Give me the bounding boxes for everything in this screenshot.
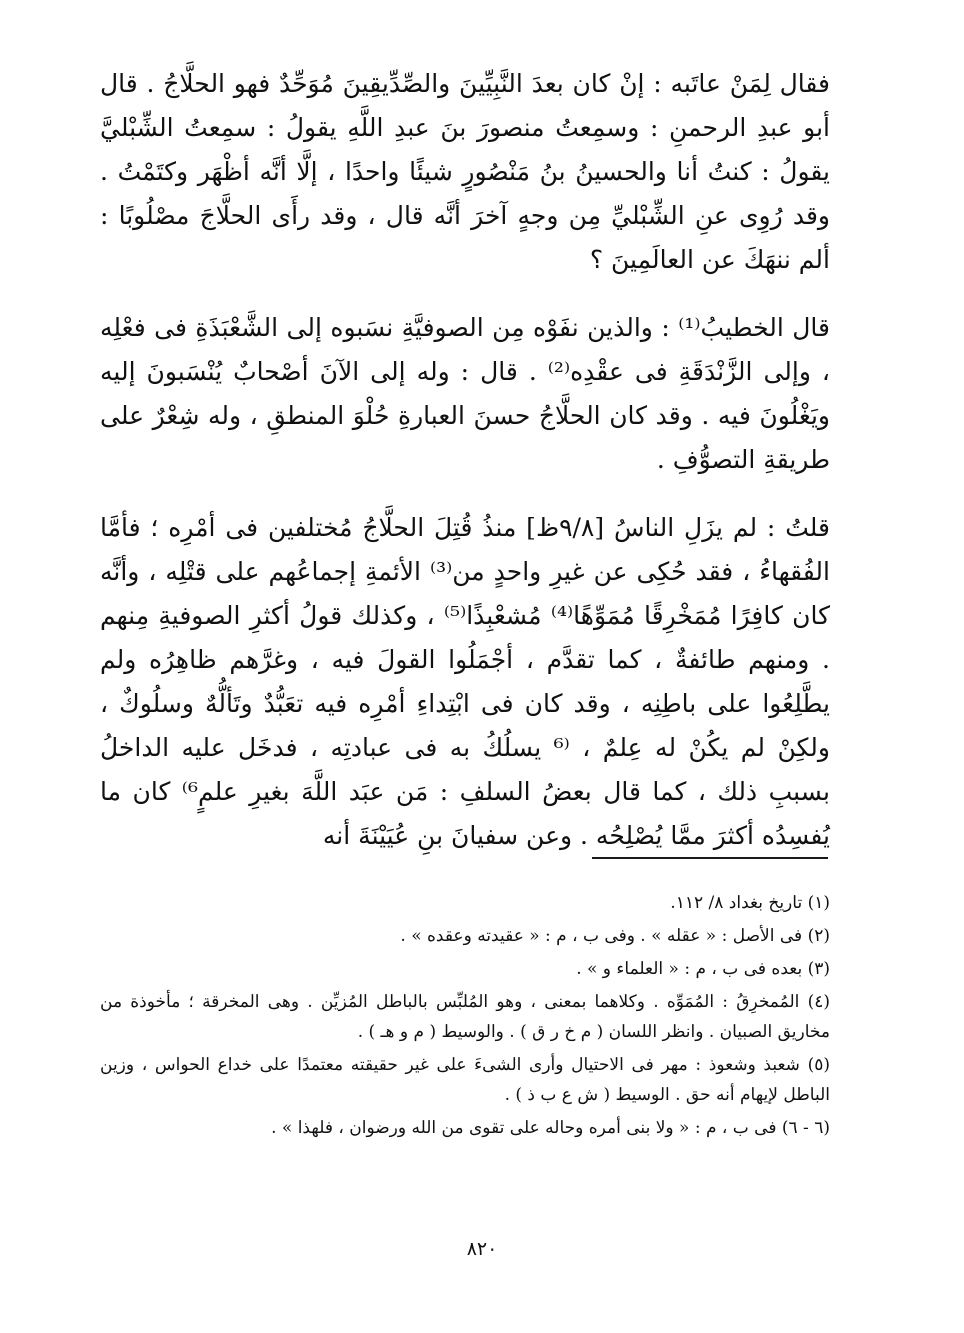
footnote-1: (١) تاريخ بغداد ٨/ ١١٢.	[670, 893, 830, 913]
footnotes-section	[100, 888, 830, 1146]
paragraph-2: قال الخطيبُ⁽¹⁾ : والذين نفَوْه مِن الصوفيَّةِ نسَبوه إلى الشَّعْبَذَةِ فى فعْلِه ، وإلى الزَّنْدَقَةِ فى عقْدِه⁽²⁾ . قال : وله إلى الآنَ أصْحابٌ يُنْسَبونَ إليه ويَغْلُونَ فيه . وقد كان الحلَّاجُ حسنَ العبارةِ حُلْوَ المنطقِ ، وله شِعْرٌ على طريقةِ التصوُّفِ .	[100, 313, 831, 474]
footnote-4: (٤) المُمخرِقُ : المُمَوِّه . وكلاهما بمعنى ، وهو المُلبِّس بالباطل المُزيِّن . وهى المخرقة ؛ مأخوذة من مخاريق الصبيان . وانظر اللسان ( م خ ر ق ) . والوسيط ( م و هـ ) .	[100, 992, 830, 1042]
footnote-3: (٣) بعده فى ب ، م : « العلماء و » .	[576, 959, 830, 979]
main-text-body	[100, 62, 830, 882]
paragraph-3: قلتُ : لم يزَلِ الناسُ [٩/٨ظ] منذُ قُتِلَ الحلَّاجُ مُختلفين فى أمْرِه ؛ فأمَّا الفُقهاءُ ، فقد حُكِى عن غيرِ واحدٍ من⁽³⁾ الأئمةِ إجماعُهم على قتْلِه ، وأنَّه كان كافِرًا مُمَخْرِقًا مُمَوِّهًا⁽⁴⁾ مُشعْبِذًا⁽⁵⁾ ، وكذلك قولُ أكثرِ الصوفيةِ مِنهم . ومنهم طائفةٌ ، كما تقدَّم ، أجْمَلُوا القولَ فيه ، وغرَّهم ظاهِرُه ولم يطَّلِعُوا على باطِنِه ، وقد كان فى ابْتِداءِ أمْرِه فيه تعَبُّدٌ وتَألُّهٌ وسلُوكٌ ، ولكِنْ لم يكُنْ له عِلمٌ ، ⁽⁶ يسلُكُ به فى عبادتِه ، فدخَل عليه الداخلُ بسببِ ذلك ، كما قال بعضُ السلفِ : مَن عبَد اللَّهَ بغيرِ علمٍ⁶⁾ كان ما يُفسِدُه أكثرَ ممَّا يُصْلِحُه . وعن سفيانَ بنِ عُيَيْنَةَ أنه	[100, 513, 830, 850]
footnote-2: (٢) فى الأصل : « عقله » . وفى ب ، م : « عقيدته وعقده » .	[400, 926, 830, 946]
footnote-6: (٦ - ٦) فى ب ، م : « ولا بنى أمره وحاله على تقوى من الله ورضوان ، فلهذا » .	[271, 1118, 830, 1138]
page-number: ٨٢٠	[466, 1238, 498, 1260]
footnote-5: (٥) شعبذ وشعوذ : مهر فى الاحتيال وأرى الشىءَ على غير حقيقته معتمدًا على خداع الحواس ، وزين الباطل لإيهام أنه حق . الوسيط ( ش ع ب ذ ) .	[100, 1055, 830, 1105]
footnote-separator	[592, 857, 828, 859]
paragraph-1: فقال لِمَنْ عاتَبه : إنْ كان بعدَ النَّبِيِّينَ والصِّدِّيقِينَ مُوَحِّدٌ فهو الحلَّاجُ . قال أبو عبدِ الرحمنِ : وسمِعتُ منصورَ بنَ عبدِ اللَّهِ يقولُ : سمِعتُ الشِّبْليَّ يقولُ : كنتُ أنا والحسينُ بنُ مَنْصُورٍ شيئًا واحدًا ، إلَّا أنَّه أظْهَر وكتَمْتُ . وقد رُوِى عنِ الشِّبْليِّ مِن وجهٍ آخرَ أنَّه قال ، وقد رأَى الحلَّاجَ مصْلُوبًا : ألم ننهَكَ عن العالَمِينَ ؟	[100, 69, 830, 274]
